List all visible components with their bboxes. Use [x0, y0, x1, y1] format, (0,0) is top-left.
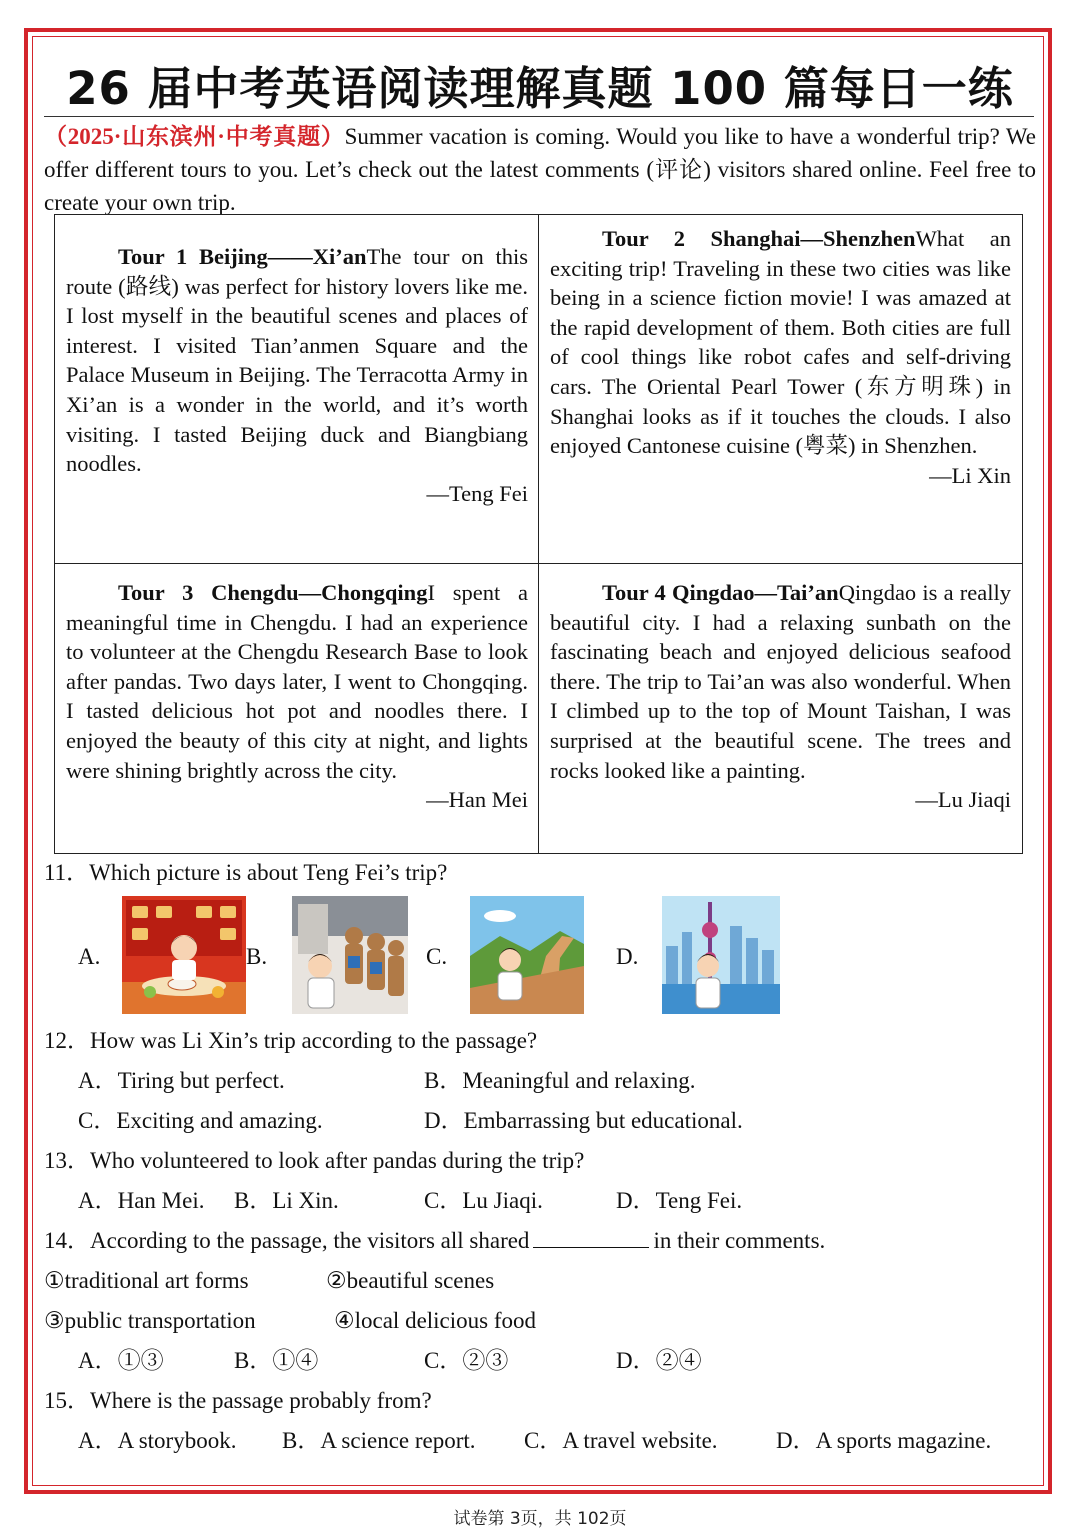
tour-2-heading: Tour 2 Shanghai—Shenzhen: [602, 226, 916, 251]
table-divider-vertical: [538, 215, 539, 853]
tour-1-author: —Teng Fei: [426, 480, 528, 506]
q13-option-c[interactable]: C．Lu Jiaqi.: [424, 1188, 543, 1213]
q12-option-a[interactable]: A．Tiring but perfect.: [78, 1068, 285, 1093]
q14-stem-pre: 14．According to the passage, the visitors all shared: [44, 1228, 530, 1253]
tour-4-heading: Tour 4 Qingdao—Tai’an: [602, 580, 839, 605]
q11-option-d[interactable]: D.: [616, 944, 639, 969]
q11-option-b[interactable]: B.: [246, 944, 268, 969]
q15-option-d[interactable]: D．A sports magazine.: [776, 1428, 992, 1453]
q14-option-c[interactable]: C．②③: [424, 1348, 509, 1373]
tour-2-body: What an exciting trip! Traveling in these two cities was like being in a science fiction movie! I was amazed at the rapid development of them. Both cities are full of cool things like robot cafes and self-driving cars. The Oriental Pearl Tower (东方明珠) in Shanghai looks as if it touches the clouds. I also enjoyed Cantonese cuisine (粤菜) in Shenzhen.: [550, 226, 1011, 459]
tours-table: [54, 214, 1023, 854]
tour-3-heading: Tour 3 Chengdu—Chongqing: [118, 580, 428, 605]
tour-3-body: I spent a meaningful time in Chengdu. I had an experience to volunteer at the Chengdu Research Base to look after pandas. Two days later, I went to Chongqing. I tasted delicious hot pot and noodles there. I enjoyed the beauty of this city at night, and lights were shining brightly across the city.: [66, 580, 528, 783]
q14-item-3: ③public transportation: [44, 1308, 256, 1333]
tour-2-author: —Li Xin: [929, 462, 1011, 488]
q12-option-b[interactable]: B．Meaningful and relaxing.: [424, 1068, 696, 1093]
intro-paragraph: [44, 120, 1036, 219]
q11-option-c[interactable]: C.: [426, 944, 448, 969]
q15-option-c[interactable]: C．A travel website.: [524, 1428, 718, 1453]
q13-option-a[interactable]: A．Han Mei.: [78, 1188, 205, 1213]
tour-4-body: Qingdao is a really beautiful city. I had a relaxing sunbath on the fascinating beach and enjoyed delicious seafood there. The trip to Tai’an was also wonderful. When I climbed up to the top of Mount Taishan, I was surprised at the beautiful scene. The trees and rocks looked like a painting.: [550, 580, 1012, 783]
tour-3-author: —Han Mei: [426, 787, 528, 813]
page-title: 26 届中考英语阅读理解真题 100 篇每日一练: [66, 62, 1014, 115]
q15-option-b[interactable]: B．A science report.: [282, 1428, 476, 1453]
q14-blank[interactable]: [533, 1227, 649, 1248]
page-footer: 试卷第 3页，共 102页: [453, 1509, 627, 1529]
q14-option-a[interactable]: A．①③: [78, 1348, 164, 1373]
q12-option-d[interactable]: D．Embarrassing but educational.: [424, 1108, 743, 1133]
q13-option-d[interactable]: D．Teng Fei.: [616, 1188, 743, 1213]
q14-item-1: ①traditional art forms: [44, 1268, 249, 1293]
tour-1-body: The tour on this route (路线) was perfect for history lovers like me. I lost myself in the beautiful scenes and places of interest. I visited Tian’anmen Square and the Palace Museum in Beijing. The Terracotta Army in Xi’an is a wonder in the world, and it’s worth visiting. I tasted Beijing duck and Biangbiang noodles.: [66, 244, 529, 477]
q11-picture-d[interactable]: [662, 896, 780, 1014]
intro-text: Summer vacation is coming. Would you like to have a wonderful trip? We offer different tours to you. Let’s check out the latest comments (评论) visitors shared online. Feel free to create your own trip.: [44, 124, 1037, 215]
tour-1-cell: [66, 242, 528, 508]
q11-picture-a[interactable]: [122, 896, 246, 1014]
q11-option-a[interactable]: A.: [78, 944, 101, 969]
q14-option-d[interactable]: D．②④: [616, 1348, 702, 1373]
tour-4-cell: [550, 578, 1011, 815]
q13-stem: 13．Who volunteered to look after pandas during the trip?: [44, 1148, 585, 1173]
q14-item-2: ②beautiful scenes: [326, 1268, 495, 1293]
tour-4-author: —Lu Jiaqi: [915, 787, 1011, 813]
source-label: （2025·山东滨州·中考真题）: [44, 124, 345, 149]
q13-option-b[interactable]: B．Li Xin.: [234, 1188, 339, 1213]
q11-picture-b[interactable]: [292, 896, 408, 1014]
q14-option-b[interactable]: B．①④: [234, 1348, 319, 1373]
q11-stem: 11．Which picture is about Teng Fei’s trip?: [44, 860, 448, 885]
q15-option-a[interactable]: A．A storybook.: [78, 1428, 237, 1453]
q12-option-c[interactable]: C．Exciting and amazing.: [78, 1108, 323, 1133]
table-divider-horizontal: [55, 563, 1022, 564]
q12-stem: 12．How was Li Xin’s trip according to the passage?: [44, 1028, 538, 1053]
q14-stem-post: in their comments.: [653, 1228, 826, 1253]
tour-2-cell: [550, 224, 1011, 490]
q11-picture-c[interactable]: [470, 896, 584, 1014]
title-divider: [44, 116, 1034, 117]
q15-stem: 15．Where is the passage probably from?: [44, 1388, 432, 1413]
tour-1-heading: Tour 1 Beijing——Xi’an: [118, 244, 367, 269]
q14-stem: [44, 1226, 825, 1256]
tour-3-cell: [66, 578, 528, 815]
q14-item-4: ④local delicious food: [334, 1308, 537, 1333]
